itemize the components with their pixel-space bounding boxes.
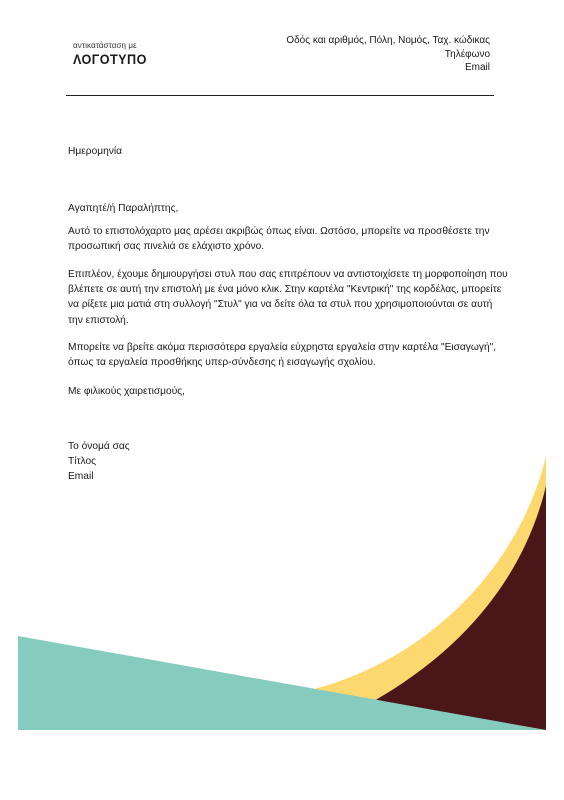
- signature-title: Τίτλος: [68, 456, 97, 468]
- signature-email: Email: [68, 471, 94, 483]
- logo-caption: αντικατάσταση με: [73, 41, 137, 50]
- letter-salutation: [68, 201, 508, 216]
- letter-paragraph-2: [68, 267, 508, 328]
- logo[interactable]: [73, 41, 163, 66]
- paragraph-text: Μπορείτε να βρείτε ακόμα περισσότερα εργαλεία εύχρηστα εργαλεία στην καρτέλα "Εισαγωγή", όπως τα εργαλεία προσθήκης υπερ-σύνδεσης ή εισαγωγής σχολίου.: [68, 342, 497, 369]
- letter-closing: [68, 384, 508, 399]
- sender-contact-block: [286, 34, 490, 75]
- closing-text: Με φιλικούς χαιρετισμούς,: [68, 386, 186, 397]
- decorative-wave-graphic: [0, 440, 564, 800]
- salutation-text: Αγαπητέ/ή Παραλήπτης,: [68, 203, 179, 214]
- sender-email: Email: [464, 62, 490, 73]
- letter-paragraph-1: [68, 224, 508, 254]
- date-text: Ημερομηνία: [68, 146, 123, 157]
- paragraph-text: Επιπλέον, έχουμε δημιουργήσει στυλ που σας επιτρέπουν να αντιστοιχίσετε τη μορφοποίηση που βλέπετε σε αυτή την επιστολή με ένα μόνο κλικ. Στην καρτέλα "Κεντρική" της κορδέλας, μπορείτε να ρίξετε μια ματιά στη συλλογή "Στυλ" για να δείτε όλα τα στυλ που χρησιμοποιούνται σε αυτή την επιστολή.: [68, 269, 508, 326]
- letter-paragraph-3: [68, 340, 508, 370]
- logo-text: ΛΟΓΟΤΥΠΟ: [73, 51, 147, 67]
- signature-name: Το όνομά σας: [68, 441, 130, 452]
- header-divider: [66, 95, 494, 96]
- sender-phone: Τηλέφωνο: [444, 48, 490, 60]
- paragraph-text: Αυτό το επιστολόχαρτο μας αρέσει ακριβώς όπως είναι. Ωστόσο, μπορείτε να προσθέσετε την προσωπική σας πινελιά σε ελάχιστο χρόνο.: [68, 226, 490, 253]
- letter-date: [68, 144, 508, 159]
- sender-address: Οδός και αριθμός, Πόλη, Νομός, Ταχ. κώδικας: [286, 35, 490, 46]
